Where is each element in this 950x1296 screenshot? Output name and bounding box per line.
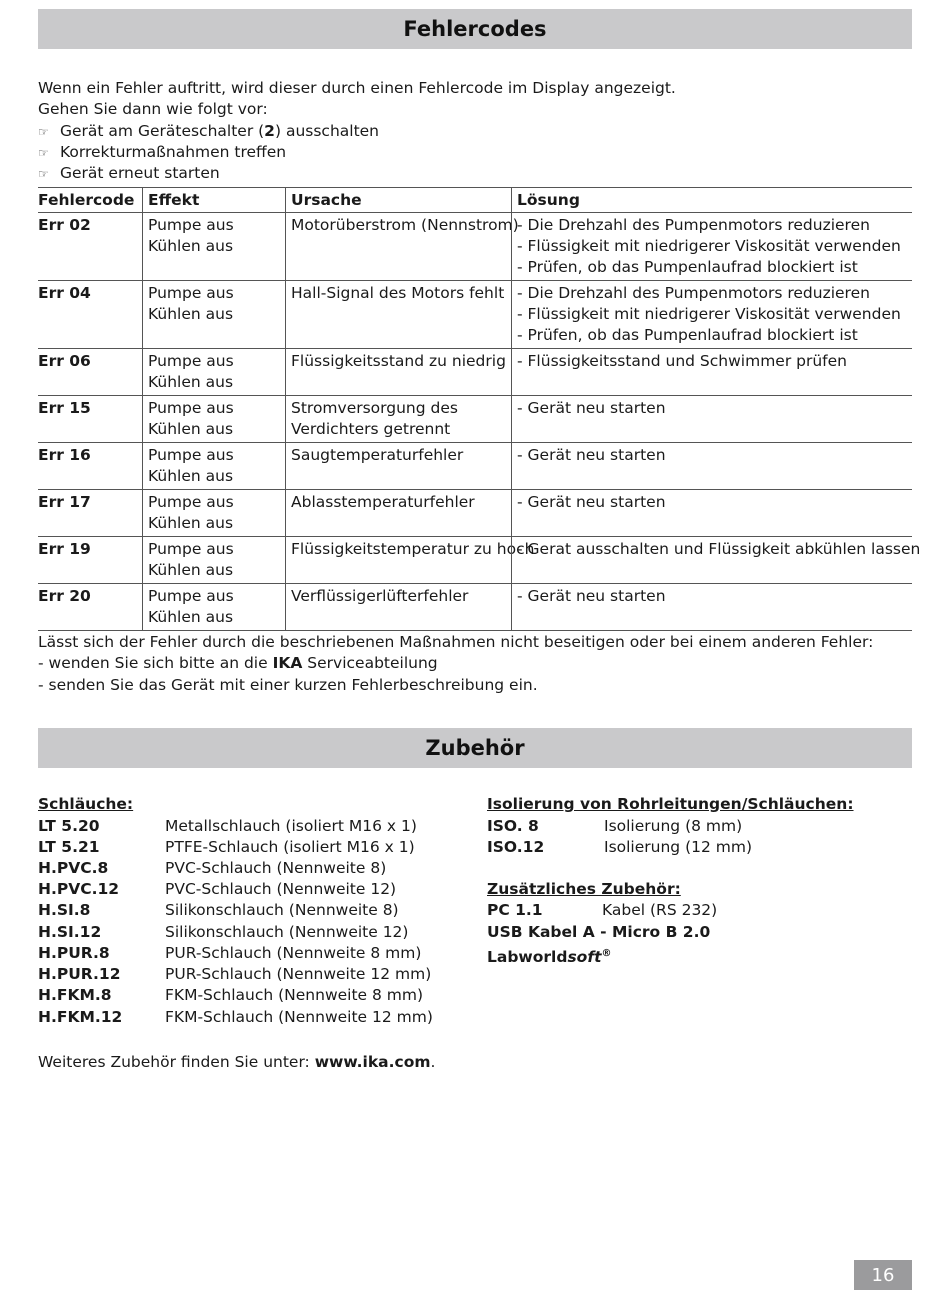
error-code: Err 06 — [38, 352, 91, 370]
error-code: Err 15 — [38, 399, 91, 417]
ursache-cell: Motorüberstrom (Nennstrom) — [285, 213, 516, 280]
ursache-cell: Flüssigkeitstemperatur zu hoch — [285, 537, 516, 583]
ursache-cell: Stromversorgung des Verdichters getrennt — [285, 396, 516, 442]
table-row — [38, 349, 912, 396]
error-code: Err 17 — [38, 493, 91, 511]
table-row — [38, 490, 912, 537]
hand-pointer-icon: ☞ — [38, 167, 49, 181]
error-code: Err 02 — [38, 216, 91, 234]
error-code: Err 19 — [38, 540, 91, 558]
error-code: Err 16 — [38, 446, 91, 464]
loesung-cell: - Die Drehzahl des Pumpenmotors reduzieren - Flüssigkeit mit niedrigerer Viskosität verwenden - Prüfen, ob das Pumpenlaufrad blockiert ist — [511, 213, 917, 280]
isolierung-title: Isolierung von Rohrleitungen/Schläuchen: — [487, 795, 854, 813]
effekt-cell: Pumpe aus Kühlen aus — [142, 281, 291, 348]
step-2: ☞ Korrekturmaßnahmen treffen — [38, 142, 286, 163]
table-row — [38, 537, 921, 584]
table-row — [38, 213, 912, 281]
intro-line-1: Wenn ein Fehler auftritt, wird dieser durch einen Fehlercode im Display angezeigt. — [38, 79, 676, 97]
table-row — [38, 281, 912, 349]
labworldsoft-item: Labworldsoft® — [487, 948, 612, 967]
table-row — [38, 443, 912, 490]
effekt-cell: Pumpe aus Kühlen aus — [142, 213, 291, 280]
effekt-cell: Pumpe aus Kühlen aus — [142, 396, 291, 442]
ursache-cell: Saugtemperaturfehler — [285, 443, 516, 489]
table-header-row — [38, 187, 912, 213]
outro-line-1: Lässt sich der Fehler durch die beschriebenen Maßnahmen nicht beseitigen oder bei einem anderen Fehler: — [38, 633, 874, 651]
page-number: 16 — [854, 1260, 912, 1290]
table-row — [38, 584, 912, 631]
step-1: ☞ Gerät am Geräteschalter (2) ausschalten — [38, 121, 379, 142]
loesung-cell: - Gerät neu starten — [511, 584, 917, 630]
section-title-fehlercodes: Fehlercodes — [38, 9, 912, 49]
effekt-cell: Pumpe aus Kühlen aus — [142, 349, 291, 395]
loesung-cell: - Flüssigkeitsstand und Schwimmer prüfen — [511, 349, 917, 395]
intro-line-2: Gehen Sie dann wie folgt vor: — [38, 100, 268, 118]
loesung-cell: - Gerät neu starten — [511, 443, 917, 489]
hand-pointer-icon: ☞ — [38, 146, 49, 160]
hand-pointer-icon: ☞ — [38, 125, 49, 139]
outro-line-2: - wenden Sie sich bitte an die IKA Serviceabteilung — [38, 654, 438, 672]
effekt-cell: Pumpe aus Kühlen aus — [142, 584, 291, 630]
outro-line-3: - senden Sie das Gerät mit einer kurzen Fehlerbeschreibung ein. — [38, 676, 538, 694]
header-loesung: Lösung — [511, 188, 917, 212]
effekt-cell: Pumpe aus Kühlen aus — [142, 443, 291, 489]
loesung-cell: - Gerat ausschalten und Flüssigkeit abkühlen lassen — [511, 537, 917, 583]
error-code: Err 04 — [38, 284, 91, 302]
weiteres-zubehoer-line: Weiteres Zubehör finden Sie unter: www.ika.com. — [38, 1053, 436, 1071]
schlaeuche-title: Schläuche: — [38, 795, 134, 813]
header-effekt: Effekt — [142, 188, 291, 212]
effekt-cell: Pumpe aus Kühlen aus — [142, 490, 291, 536]
error-code-table — [38, 187, 921, 631]
ursache-cell: Hall-Signal des Motors fehlt — [285, 281, 516, 348]
section-title-zubehoer: Zubehör — [38, 728, 912, 768]
step-3: ☞ Gerät erneut starten — [38, 163, 220, 184]
ursache-cell: Verflüssigerlüfterfehler — [285, 584, 516, 630]
header-ursache: Ursache — [285, 188, 516, 212]
table-row — [38, 396, 912, 443]
header-fehlercode: Fehlercode — [38, 191, 135, 209]
effekt-cell: Pumpe aus Kühlen aus — [142, 537, 291, 583]
ursache-cell: Flüssigkeitsstand zu niedrig — [285, 349, 516, 395]
ursache-cell: Ablasstemperaturfehler — [285, 490, 516, 536]
ika-website-link[interactable]: www.ika.com — [314, 1053, 431, 1071]
error-code: Err 20 — [38, 587, 91, 605]
usb-cable-item: USB Kabel A - Micro B 2.0 — [487, 923, 711, 941]
loesung-cell: - Die Drehzahl des Pumpenmotors reduzieren - Flüssigkeit mit niedrigerer Viskosität verwenden - Prüfen, ob das Pumpenlaufrad blockiert ist — [511, 281, 917, 348]
loesung-cell: - Gerät neu starten — [511, 396, 917, 442]
zusaetzlich-title: Zusätzliches Zubehör: — [487, 880, 681, 898]
loesung-cell: - Gerät neu starten — [511, 490, 917, 536]
